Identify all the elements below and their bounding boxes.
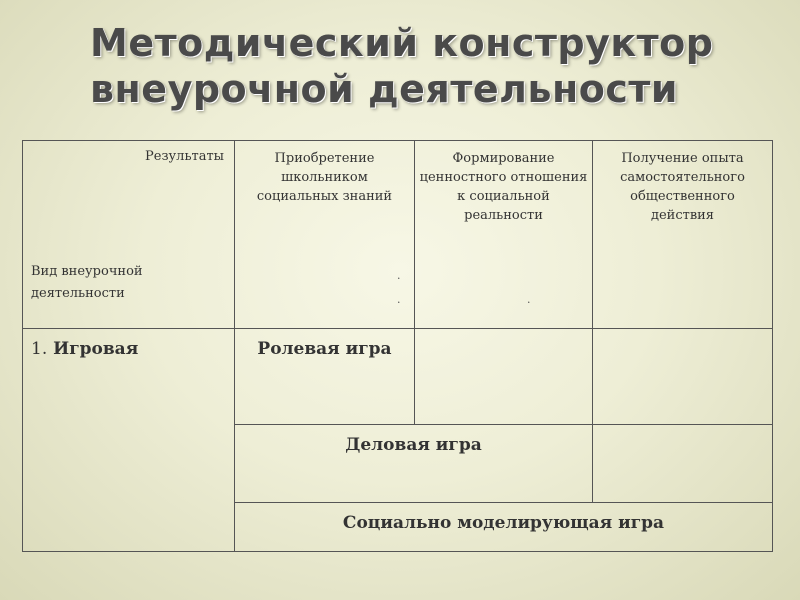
- role-game-cell: [235, 329, 415, 425]
- header-col-values: [415, 141, 593, 329]
- social-game-cell: [235, 503, 773, 552]
- role-game-label: Ролевая игра: [257, 339, 392, 359]
- social-game-label: Социально моделирующая игра: [342, 513, 665, 533]
- constructor-table: [22, 140, 773, 552]
- dot-mark: ·: [527, 296, 531, 309]
- slide-title: [90, 20, 770, 112]
- row-kind-cell: [23, 329, 235, 552]
- slide-title-line2: внеурочной деятельности: [90, 67, 679, 111]
- header-col-experience: [593, 141, 773, 329]
- empty-cell: [593, 425, 773, 503]
- header-kind-label: [31, 261, 201, 305]
- business-game-cell: [235, 425, 593, 503]
- header-corner-cell: [23, 141, 235, 329]
- header-row: [23, 141, 773, 329]
- header-kind-line1: Вид внеурочной: [31, 264, 143, 279]
- header-col-knowledge-label: Приобретение школьником социальных знаний: [256, 151, 393, 204]
- row-role-game: [23, 329, 773, 425]
- header-col-values-label: Формирование ценностного отношения к социальной реальности: [419, 151, 588, 223]
- business-game-label: Деловая игра: [345, 435, 482, 455]
- empty-cell: [415, 329, 593, 425]
- slide-title-line1: Методический конструктор: [90, 21, 714, 65]
- empty-cell: [593, 329, 773, 425]
- header-results-label: Результаты: [145, 149, 224, 164]
- header-col-experience-label: Получение опыта самостоятельного общественного действия: [620, 151, 745, 223]
- dot-mark: ·: [397, 296, 401, 309]
- row-number: 1.: [31, 339, 48, 359]
- dot-mark: ·: [397, 272, 401, 285]
- header-col-knowledge: [235, 141, 415, 329]
- header-kind-line2: деятельности: [31, 286, 125, 301]
- row-kind-label: Игровая: [53, 339, 139, 359]
